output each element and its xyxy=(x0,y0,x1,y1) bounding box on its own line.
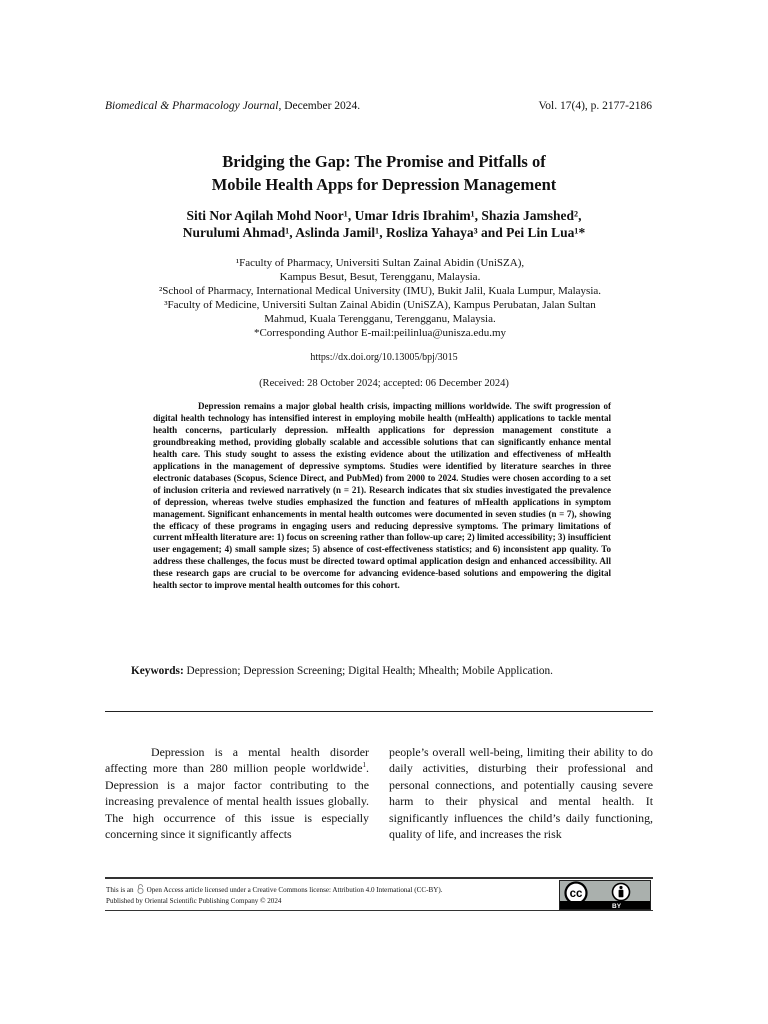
affiliation-1b: Kampus Besut, Besut, Terengganu, Malaysia. xyxy=(279,271,481,283)
publisher-note: Published by Oriental Scientific Publishing Company © 2024 xyxy=(106,897,282,905)
journal-citation xyxy=(105,100,360,112)
authors-line-2: Nurulumi Ahmad¹, Aslinda Jamil¹, Rosliza Yahaya³ and Pei Lin Lua¹* xyxy=(182,225,586,240)
author-list xyxy=(0,207,768,241)
license-prefix: This is an xyxy=(106,886,134,894)
title-line-1: Bridging the Gap: The Promise and Pitfalls of xyxy=(222,152,546,171)
affiliation-3a: ³Faculty of Medicine, Universiti Sultan Zainal Abidin (UniSZA), Kampus Perubatan, Jalan Sultan xyxy=(164,299,596,311)
corresponding-author: *Corresponding Author E-mail:peilinlua@unisza.edu.my xyxy=(253,327,507,339)
section-divider xyxy=(105,711,653,712)
abstract-text: Depression remains a major global health crisis, impacting millions worldwide. The swift progression of digital health technology has intensified interest in employing mobile health (mHealth) applications to tackle mental health concerns, particularly depression. mHealth applications for depression management constitute a groundbreaking method, providing globally scalable and accessible solutions that can significantly enhance mental health care. This study sought to assess the existing evidence about the utilization and effectiveness of mHealth applications in the management of depressive symptoms. Studies were identified by literature searches in three electronic databases (Scopus, Science Direct, and PubMed) from 2000 to 2024. Studies were chosen according to a set of inclusion criteria and reviewed narratively (n = 21). Research indicates that six studies investigated the prevalence of depression, whereas twelve studies emphasized the function and features of mHealth applications in symptom management. Significant enhancements in mental health outcomes were documented in seven studies (n = 7), showing the efficacy of these programs in engaging users and reducing depressive symptoms. The primary limitations of current mHealth literature are: 1) focus on screening rather than follow-up care; 2) limited accessibility; 3) insufficient user engagement; 4) small sample sizes; 5) absence of cost-effectiveness statistics; and 6) inconsistent app quality. To address these challenges, the focus must be directed toward optimal application design and enhanced accessibility. All these research gaps are crucial to be overcome for advancing evidence-based solutions and empowering the digital health sector to improve mental health outcomes for this cohort. xyxy=(153,401,611,591)
body-text-1a: Depression is a mental health disorder affecting more than 280 million people worldwide xyxy=(105,745,369,776)
license-note xyxy=(106,884,442,894)
article-title xyxy=(0,150,768,196)
body-column-2: people’s overall well-being, limiting their ability to do daily activities, disturbing their professional and personal connections, and potentially causing severe harm to their physical and mental health. It significantly influences the child’s daily functioning, quality of life, and increases the risk xyxy=(389,745,653,842)
cc-by-badge[interactable] xyxy=(559,880,651,910)
keywords-label: Keywords: xyxy=(131,665,184,677)
by-band xyxy=(560,901,650,909)
keywords-text: Depression; Depression Screening; Digital Health; Mhealth; Mobile Application. xyxy=(183,665,553,677)
license-text[interactable]: Open Access article licensed under a Creative Commons license: Attribution 4.0 International (CC-BY). xyxy=(146,886,443,894)
citation-ref[interactable]: 1 xyxy=(362,761,367,770)
authors-line-1: Siti Nor Aqilah Mohd Noor¹, Umar Idris Ibrahim¹, Shazia Jamshed², xyxy=(186,208,582,223)
footer-rule-top xyxy=(105,877,653,879)
doi-link[interactable]: https://dx.doi.org/10.13005/bpj/3015 xyxy=(310,352,458,363)
by-label: BY xyxy=(612,903,622,910)
abstract xyxy=(153,401,611,592)
affiliation-1a: ¹Faculty of Pharmacy, Universiti Sultan Zainal Abidin (UniSZA), xyxy=(235,257,525,269)
open-access-icon xyxy=(137,884,144,894)
volume-info: Vol. 17(4), p. 2177-2186 xyxy=(538,100,652,112)
body-text-1b: . Depression is a major factor contributing to the increasing prevalence of mental health issues globally. The high occurrence of this issue is especially concerning since it significantly affects xyxy=(105,761,369,842)
footer-rule-bottom xyxy=(105,910,653,911)
body-column-1 xyxy=(105,744,369,842)
journal-date: , December 2024. xyxy=(278,100,361,112)
affiliations xyxy=(100,256,660,340)
cc-text: cc xyxy=(569,888,583,901)
affiliation-2: ²School of Pharmacy, International Medical University (IMU), Bukit Jalil, Kuala Lumpur, Malaysia. xyxy=(158,285,602,297)
title-line-2: Mobile Health Apps for Depression Management xyxy=(211,175,557,194)
keywords xyxy=(131,665,553,677)
journal-name: Biomedical & Pharmacology Journal xyxy=(105,100,279,112)
affiliation-3b: Mahmud, Kuala Terengganu, Terengganu, Malaysia. xyxy=(264,313,496,325)
received-dates: (Received: 28 October 2024; accepted: 06 December 2024) xyxy=(259,378,509,389)
